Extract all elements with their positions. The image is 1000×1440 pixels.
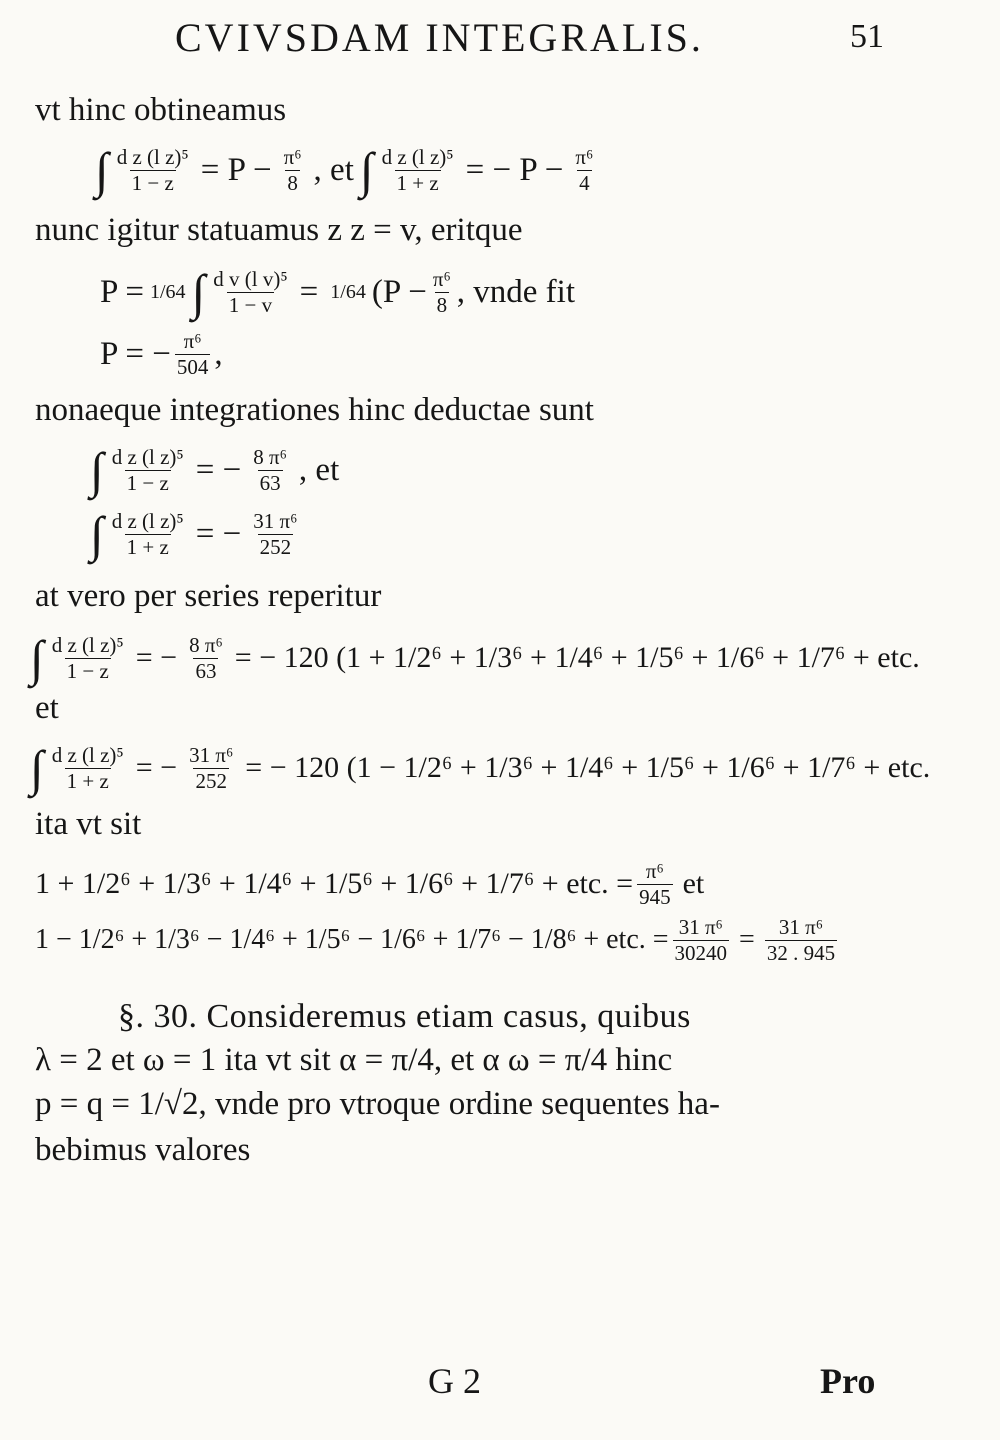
equation-term: , et bbox=[298, 451, 340, 488]
equation-term: , et bbox=[313, 151, 354, 188]
fraction-numerator: π⁶ bbox=[645, 858, 664, 883]
equation-term: 1 − 1/2⁶ + 1/3⁶ − 1/4⁶ + 1/5⁶ − 1/6⁶ + 1/7⁶ − 1/8⁶ + etc. = bbox=[35, 924, 669, 955]
text-line: nunc igitur statuamus z z = v, eritque bbox=[35, 212, 523, 248]
fraction-numerator: π⁶ bbox=[432, 266, 451, 291]
fraction-denominator: 4 bbox=[579, 170, 590, 195]
fraction-numerator: d z (l z)⁵ bbox=[51, 632, 124, 657]
equation-term: P = − bbox=[100, 335, 171, 372]
integral-sign-glyph: ∫ bbox=[90, 442, 104, 498]
fraction-denominator: 1 + z bbox=[126, 534, 169, 559]
equation-term: = bbox=[739, 924, 755, 955]
fraction-denominator: 504 bbox=[176, 354, 209, 379]
page-number: 51 bbox=[850, 18, 884, 55]
fraction-denominator: 8 bbox=[287, 170, 298, 195]
fraction-denominator: 63 bbox=[259, 470, 281, 495]
paragraph-line: p = q = 1/√2, vnde pro vtroque ordine sequentes ha- bbox=[35, 1086, 720, 1122]
fraction-numerator: 31 π⁶ bbox=[253, 508, 298, 533]
equation-row bbox=[100, 326, 223, 382]
fraction-denominator: 1 − z bbox=[66, 658, 109, 683]
fraction-numerator: π⁶ bbox=[183, 328, 202, 353]
equation-term: P = bbox=[100, 273, 144, 310]
fraction-denominator: 945 bbox=[639, 884, 671, 909]
equation-term: , bbox=[214, 335, 223, 372]
catchword: Pro bbox=[820, 1361, 876, 1401]
fraction-denominator: 252 bbox=[259, 534, 292, 559]
running-header: CVIVSDAM INTEGRALIS. bbox=[175, 15, 704, 60]
paragraph-line: bebimus valores bbox=[35, 1132, 251, 1168]
equation-term: 1/64 bbox=[150, 280, 186, 303]
equation-term: = − 120 (1 − 1/2⁶ + 1/3⁶ + 1/4⁶ + 1/5⁶ + 1/6⁶ + 1/7⁶ + etc. bbox=[245, 751, 931, 784]
equation-row bbox=[100, 262, 575, 322]
equation-row bbox=[35, 912, 841, 968]
fraction-numerator: 31 π⁶ bbox=[778, 914, 824, 939]
fraction-numerator: 31 π⁶ bbox=[189, 742, 234, 767]
fraction-numerator: 8 π⁶ bbox=[189, 632, 223, 657]
fraction-denominator: 30240 bbox=[674, 940, 728, 965]
equation-term: = P − bbox=[200, 151, 272, 188]
text-line: nonaeque integrationes hinc deductae sunt bbox=[35, 392, 594, 428]
equation-term: = − bbox=[135, 751, 178, 784]
equation-term: = − bbox=[135, 641, 178, 674]
equation-row bbox=[90, 504, 303, 564]
fraction-numerator: π⁶ bbox=[283, 144, 302, 169]
fraction-denominator: 1 − z bbox=[131, 170, 174, 195]
equation-term: (P − bbox=[371, 273, 427, 310]
equation-row bbox=[35, 856, 710, 912]
fraction-denominator: 1 + z bbox=[66, 768, 109, 793]
signature-mark: G 2 bbox=[428, 1361, 481, 1401]
fraction-numerator: π⁶ bbox=[575, 144, 594, 169]
equation-row bbox=[95, 140, 599, 200]
equation-term: = − bbox=[195, 515, 242, 552]
fraction-numerator: d z (l z)⁵ bbox=[111, 444, 184, 469]
fraction-numerator: d z (l z)⁵ bbox=[381, 144, 454, 169]
fraction-numerator: d v (l v)⁵ bbox=[213, 266, 288, 291]
equation-row bbox=[30, 738, 936, 798]
paragraph-line: §. 30. Consideremus etiam casus, quibus bbox=[118, 998, 691, 1035]
text-line: et bbox=[35, 690, 59, 726]
fraction-denominator: 1 + z bbox=[396, 170, 439, 195]
integral-sign-glyph: ∫ bbox=[95, 142, 109, 198]
fraction-denominator: 32 . 945 bbox=[766, 940, 836, 965]
fraction-numerator: d z (l z)⁵ bbox=[51, 742, 124, 767]
equation-term: et bbox=[682, 867, 705, 900]
equation-row bbox=[90, 440, 345, 500]
equation-term: 1/64 bbox=[330, 280, 366, 303]
fraction-denominator: 252 bbox=[195, 768, 227, 793]
text-line: vt hinc obtineamus bbox=[35, 92, 287, 128]
fraction-denominator: 1 − v bbox=[228, 292, 273, 317]
equation-term: = − 120 (1 + 1/2⁶ + 1/3⁶ + 1/4⁶ + 1/5⁶ + 1/6⁶ + 1/7⁶ + etc. bbox=[234, 641, 920, 674]
integral-sign-glyph: ∫ bbox=[90, 506, 104, 562]
fraction-numerator: 31 π⁶ bbox=[678, 914, 723, 939]
equation-term: 1 + 1/2⁶ + 1/3⁶ + 1/4⁶ + 1/5⁶ + 1/6⁶ + 1/7⁶ + etc. = bbox=[35, 867, 634, 900]
text-line: at vero per series reperitur bbox=[35, 578, 382, 614]
paragraph-line: λ = 2 et ω = 1 ita vt sit α = π/4, et α ω = π/4 hinc bbox=[35, 1042, 673, 1078]
fraction-numerator: d z (l z)⁵ bbox=[116, 144, 189, 169]
integral-sign-glyph: ∫ bbox=[30, 630, 44, 686]
text-line: ita vt sit bbox=[35, 806, 142, 842]
fraction-numerator: d z (l z)⁵ bbox=[111, 508, 184, 533]
equation-row bbox=[30, 628, 926, 688]
text-line: , vnde fit bbox=[456, 273, 576, 310]
integral-sign-glyph: ∫ bbox=[359, 142, 374, 198]
equation-term: = − bbox=[195, 451, 242, 488]
fraction-denominator: 63 bbox=[195, 658, 217, 683]
integral-sign-glyph: ∫ bbox=[191, 264, 206, 320]
integral-sign-glyph: ∫ bbox=[30, 740, 44, 796]
fraction-denominator: 8 bbox=[436, 292, 448, 317]
equation-term: = bbox=[299, 273, 319, 310]
equation-term: = − P − bbox=[465, 151, 564, 188]
fraction-denominator: 1 − z bbox=[126, 470, 169, 495]
fraction-numerator: 8 π⁶ bbox=[253, 444, 287, 469]
